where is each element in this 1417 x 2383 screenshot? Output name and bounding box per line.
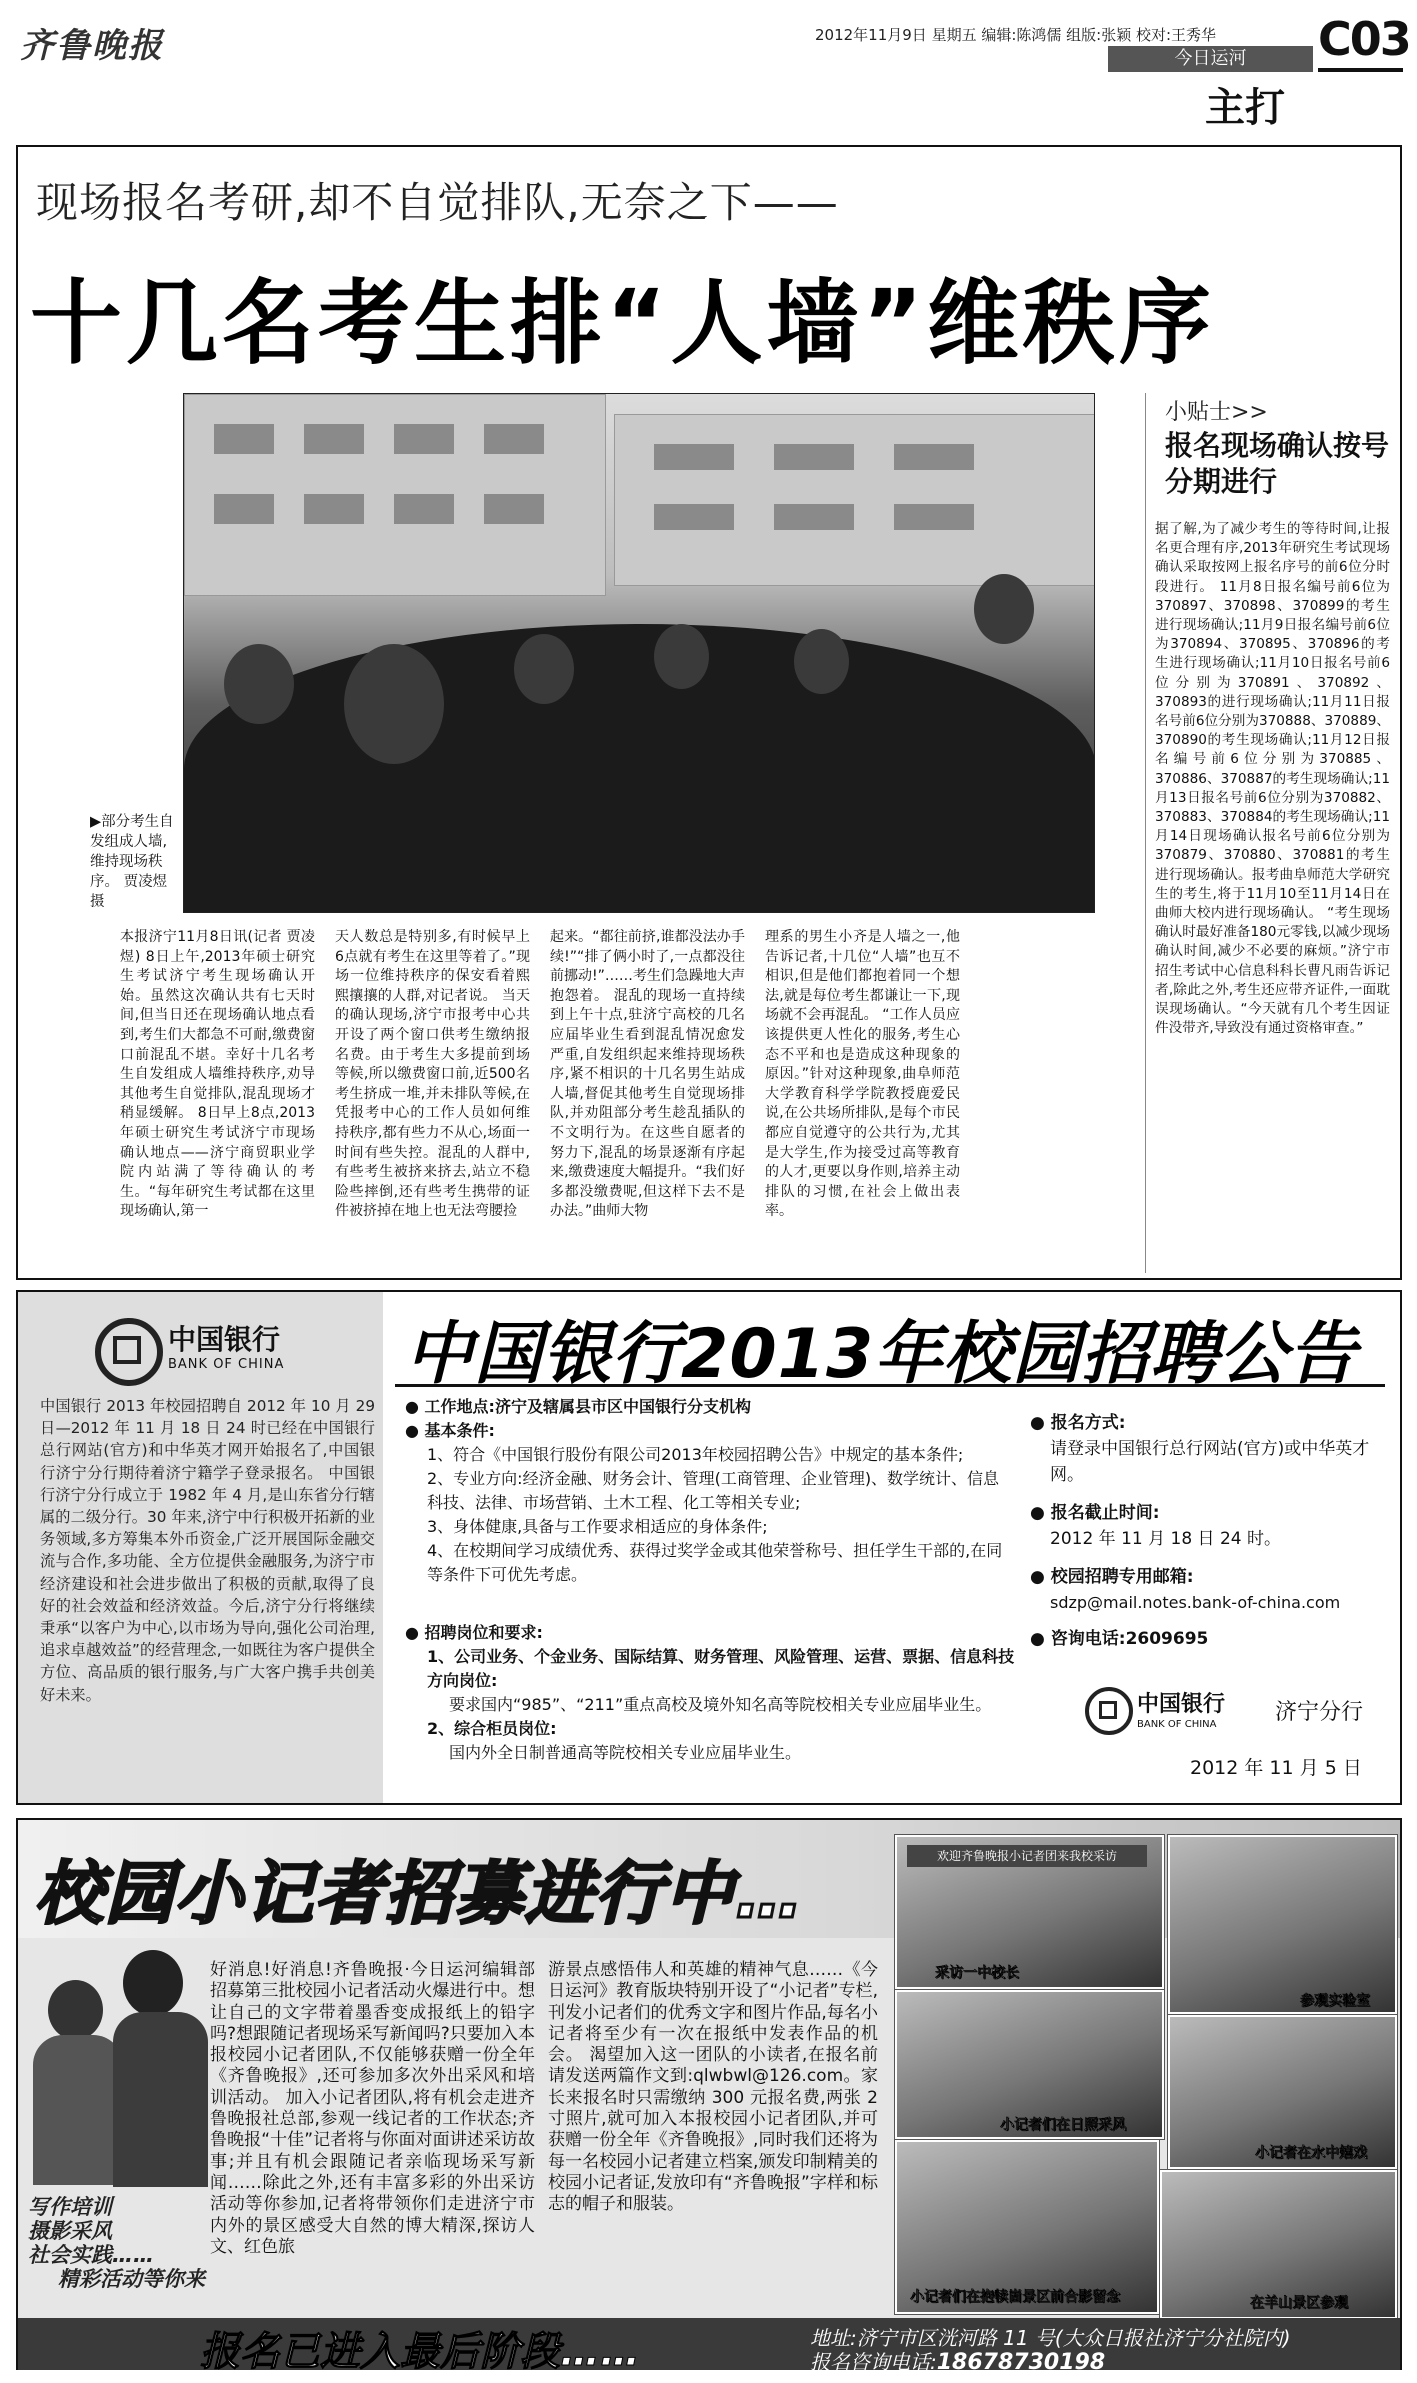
bank-logo-square-icon [113,1336,141,1364]
branch-logo-name-cn: 中国银行 [1137,1691,1226,1717]
recruit-phone-label: 报名咨询电话: [810,2350,937,2374]
bank-ad-date: 2012 年 11 月 5 日 [1190,1757,1362,1779]
photo-window [774,444,854,470]
position-1: 1、公司业务、个金业务、国际结算、财务管理、风险管理、运营、票据、信息科技方向岗位: [427,1647,1015,1690]
recruit-slogans [28,2195,208,2291]
conditions-label: ● 基本条件: [405,1421,495,1440]
recruit-phone: 18678730198 [936,2350,1106,2375]
article-column-1: 本报济宁11月8日讯(记者 贾凌煜) 8日上午,2013年硕士研究生考试济宁考生现场确认开始。虽然这次确认共有七天时间,但当日还在现场确认地点看到,考生们大都急不可耐,缴费窗口前混乱不堪。幸好十几名考生自发组成人墙维持秩序,劝导其他考生自觉排队,混乱现场才稍显缓解。 8日早上8点,2013年硕士研究生考试济宁市现场确认地点——济宁商贸职业学院内站满了等待确认的考生。“每年研究生考试都在这里现场确认,第一 [120,929,315,1220]
deadline-label: ● 报名截止时间: [1030,1503,1160,1523]
photo-window [654,444,734,470]
collage-caption-6: 在羊山景区参观 [1250,2295,1348,2311]
photo-window [394,494,454,524]
branch-logo-square-icon [1099,1701,1117,1719]
student-girl-head [48,1980,103,2040]
phone-label: ● 咨询电话: [1030,1629,1126,1649]
work-place-label: ● 工作地点: [405,1397,495,1416]
collage-banner-text: 欢迎齐鲁晚报小记者团来我校采访 [907,1845,1147,1867]
page-code: C03 [1318,12,1410,66]
photo-person [654,624,709,689]
recruit-footer-title: 报名已进入最后阶段…… [200,2329,640,2375]
photo-window [484,424,544,454]
photo-caption: ▶部分考生自发组成人墙,维持现场秩序。 贾凌煜 摄 [90,814,174,910]
collage-photo-2 [1168,1835,1397,2014]
photo-person [794,629,849,694]
positions-label: ● 招聘岗位和要求: [405,1623,543,1642]
recruit-title: 校园小记者招募进行中… [35,1855,806,1934]
article-headline: 十几名考生排“人墙”维秩序 [30,270,1215,377]
photo-crowd [184,624,1095,913]
spacer [1030,1488,1390,1500]
collage-caption-5: 小记者们在抱犊崮景区前合影留念 [910,2289,1120,2305]
photo-person [224,644,294,724]
photo-window [654,504,734,530]
slogan-item: 摄影采风 [28,2219,112,2243]
spacer [405,1587,1015,1621]
collage-caption-1: 采访一中校长 [935,1965,1019,1981]
recruit-address: 地址:济宁市区洸河路 11 号(大众日报社济宁分社院内) [810,2326,1291,2350]
student-boy-head [123,1950,183,2016]
article-column-2: 天人数总是特别多,有时候早上6点就有考生在这里等着了。”现场一位维持秩序的保安看着熙熙攘攘的人群,对记者说。 当天的确认现场,济宁市报考中心共开设了两个窗口供考生缴纳报名费。由于考生大多提前到场等候,所以缴费窗口前,近500名考生挤成一堆,并未排队等候,在凭报考中心的工作人员如何维持秩序,都有些力不从心,场面一时间有些失控。混乱的人群中,有些考生被挤来挤去,站立不稳险些摔倒,还有些考生携带的证件被挤掉在地上也无法弯腰捡 [335,929,530,1220]
slogan-item: 社会实践…… [28,2243,154,2267]
photo-person [514,634,574,704]
phone-line [1030,1626,1390,1652]
bank-title-rule [395,1384,1385,1387]
tip-title: 报名现场确认按号分期进行 [1165,429,1390,498]
slogan-item: 精彩活动等你来 [58,2267,205,2291]
photo-person [344,644,444,764]
student-girl-body [33,2035,123,2185]
deadline-value: 2012 年 11 月 18 日 24 时。 [1050,1529,1281,1549]
article-column-4: 理系的男生小齐是人墙之一,他告诉记者,十几位“人墙”也互不相识,但是他们都抱着同一个想法,就是每位考生都谦让一下,现场就不会再混乱。 “工作人员应该提供更人性化的服务,考生心态不平和也是造成这种现象的原因。”针对这种现象,曲阜师范大学教育科学学院教授鹿爱民说,在公共场所排队,是每个市民都应自觉遵守的公共行为,尤其是大学生,作为接受过高等教育的人才,更要以身作则,培养主动排队的习惯,在社会上做出表率。 [765,929,960,1220]
bank-name-cn: 中国银行 [168,1323,281,1356]
position-2-requirement: 国内外全日制普通高等院校相关专业应届毕业生。 [449,1743,802,1762]
recruit-text-column-1: 好消息!好消息!齐鲁晚报·今日运河编辑部招募第三批校园小记者活动火爆进行中。想让自己的文字带着墨香变成报纸上的铅字吗?想跟随记者现场采写新闻吗?只要加入本报校园小记者团队,不仅能够获赠一份全年《齐鲁晚报》,还可参加多次外出采风和培训活动。 加入小记者团队,将有机会走进齐鲁晚报社总部,参观一线记者的工作状态;齐鲁晚报“十佳”记者将与你面对面讲述采访故事;并且有机会跟随记者亲临现场采写新闻……除此之外,还有丰富多彩的外出采访活动等你参加,记者将带领你们走进济宁市内外的景区感受大自然的博大精深,探访人文、红色旅 [210,1960,535,2257]
page-code-rule [1318,68,1403,72]
apply-value: 请登录中国银行总行网站(官方)或中华英才网。 [1050,1439,1370,1485]
article-column-3: 起来。“都往前挤,谁都没法办手续!”“排了俩小时了,一点都没往前挪动!”……考生们急躁地大声抱怨着。 混乱的现场一直持续到上午十点,驻济宁高校的几名应届毕业生看到混乱情况愈发严重,自发组织起来维持现场秩序,紧不相识的十几名男生站成人墙,督促其他考生自觉现场排队,并劝阻部分考生趁乱插队的不文明行为。在这些自愿者的努力下,混乱的场景逐渐有序起来,缴费速度大幅提升。“我们好多都没缴费呢,但这样下去不是办法。”曲师大物 [550,929,745,1220]
tip-body: 据了解,为了减少考生的等待时间,让报名更合理有序,2013年研究生考试现场确认采取按网上报名序号的前6位分时段进行。 11月8日报名编号前6位为370897、370898、370899的考生进行现场确认;11月9日报名编号前6位为370894、370895、370896的考生进行现场确认;11月10日报名号前6位分别为370891、370892、370893的进行现场确认;11月11日报名号前6位分别为370888、370889、370890的考生现场确认;11月12日报名编号前6位分别为370885、370886、370887的考生现场确认;11月13日报名号前6位分别为370882、370883、370884的考生现场确认;11月14日现场确认报名号前6位分别为370879、370880、370881的考生进行现场确认。报考曲阜师范大学研究生的考生,将于11月10至11月14日在曲师大校内进行现场确认。 “考生现场确认时最好准备180元零钱,以减少现场确认时间,减少不必要的麻烦。”济宁市招生考试中心信息科科长曹凡雨告诉记者,除此之外,考生还应带齐证件,一面耽误现场确认。“今天就有几个考生因证件没带齐,导致没有通过资格审查。” [1155,521,1390,1037]
branch-name: 济宁分行 [1275,1700,1364,1725]
bank-apply-info [1030,1410,1390,1652]
branch-logo-name-en: BANK OF CHINA [1137,1719,1217,1730]
photo-window [214,424,274,454]
photo-building-right [614,414,1095,586]
photo-window [304,424,364,454]
condition-item: 2、专业方向:经济金融、财务会计、管理(工商管理、企业管理)、数学统计、信息科技、法律、市场营销、土木工程、化工等相关专业; [427,1469,1000,1512]
bank-ad-title: 中国银行2013年校园招聘公告 [405,1315,1358,1394]
photo-window [394,424,454,454]
phone-value: 2609695 [1125,1629,1209,1649]
email-value: sdzp@mail.notes.bank-of-china.com [1050,1593,1341,1612]
collage-caption-3: 小记者们在日照采风 [1000,2117,1126,2133]
photo-window [304,494,364,524]
bank-name-en: BANK OF CHINA [168,1357,285,1372]
spacer [1030,1552,1390,1564]
slogan-item: 写作培训 [28,2195,112,2219]
photo-person [974,574,1034,644]
collage-caption-4: 小记者在水中嬉戏 [1255,2145,1367,2161]
work-place-value: 济宁及辖属县市区中国银行分支机构 [494,1397,751,1416]
newspaper-brand: 齐鲁晚报 [20,26,164,66]
recruit-text-column-2: 游景点感悟伟人和英雄的精神气息……《今日运河》教育版块特别开设了“小记者”专栏,刊发小记者们的优秀文字和图片作品,每名小记者将至少有一次在报纸中发表作品的机会。 渴望加入这一团队的小读者,在报名前请发送两篇作文到:qlwbwl@126.com。家长来报名时只需缴纳 300 元报名费,两张 2 寸照片,就可加入本报校园小记者团队,并可获赠一份全年《齐鲁晚报》,同时我们还将为每一名校园小记者建立档案,颁发印制精美的校园小记者证,发放印有“齐鲁晚报”字样和标志的帽子和服装。 [548,1960,878,2215]
article-photo [183,393,1095,913]
apply-label: ● 报名方式: [1030,1413,1126,1433]
position-2: 2、综合柜员岗位: [427,1719,557,1738]
tip-label: 小贴士>> [1165,400,1268,425]
branch-logo [1085,1685,1385,1745]
photo-window [774,504,854,530]
bank-intro: 中国银行 2013 年校园招聘自 2012 年 10 月 29 日—2012 年 11 月 18 日 24 时已经在中国银行总行网站(官方)和中华英才网开始报名了,中国银行济宁分行期待着济宁籍学子登录报名。 中国银行济宁分行成立于 1982 年 4 月,是山东省分行辖属的二级分行。30 年来,济宁中行积极开拓新的业务领域,多方筹集本外币资金,广泛开展国际金融交流与合作,多功能、全方位提供金融服务,为济宁市经济建设和社会进步做出了积极的贡献,取得了良好的社会效益和经济效益。今后,济宁分行将继续秉承“以客户为中心,以市场为导向,强化公司治理,追求卓越效益”的经营理念,一如既往为客户提供全方位、高品质的银行服务,与广大客户携手共创美好未来。 [40,1397,375,1704]
condition-item: 1、符合《中国银行股份有限公司2013年校园招聘公告》中规定的基本条件; [427,1445,964,1464]
condition-item: 3、身体健康,具备与工作要求相适应的身体条件; [427,1517,768,1536]
condition-item: 4、在校期间学习成绩优秀、获得过奖学金或其他荣誉称号、担任学生干部的,在同等条件下可优先考虑。 [427,1541,1003,1584]
photo-window [214,494,274,524]
photo-window [894,444,974,470]
position-1-requirement: 要求国内“985”、“211”重点高校及境外知名高等院校相关专业应届毕业生。 [449,1695,992,1714]
collage-caption-2: 参观实验室 [1300,1993,1370,2009]
email-label: ● 校园招聘专用邮箱: [1030,1567,1194,1587]
photo-window [484,494,544,524]
bank-requirements [405,1395,1015,1765]
article-kicker: 现场报名考研,却不自觉排队,无奈之下—— [36,178,839,227]
column-tag: 今日运河 [1108,46,1313,72]
work-place-line [405,1395,1015,1419]
student-boy-body [113,2012,208,2187]
recruit-phone-line [810,2346,1105,2375]
photo-window [894,504,974,530]
spacer [1030,1616,1390,1626]
column-title: 主打 [1205,85,1285,131]
issue-meta: 2012年11月9日 星期五 编辑:陈鸿儒 组版:张颖 校对:王秀华 [815,26,1217,44]
